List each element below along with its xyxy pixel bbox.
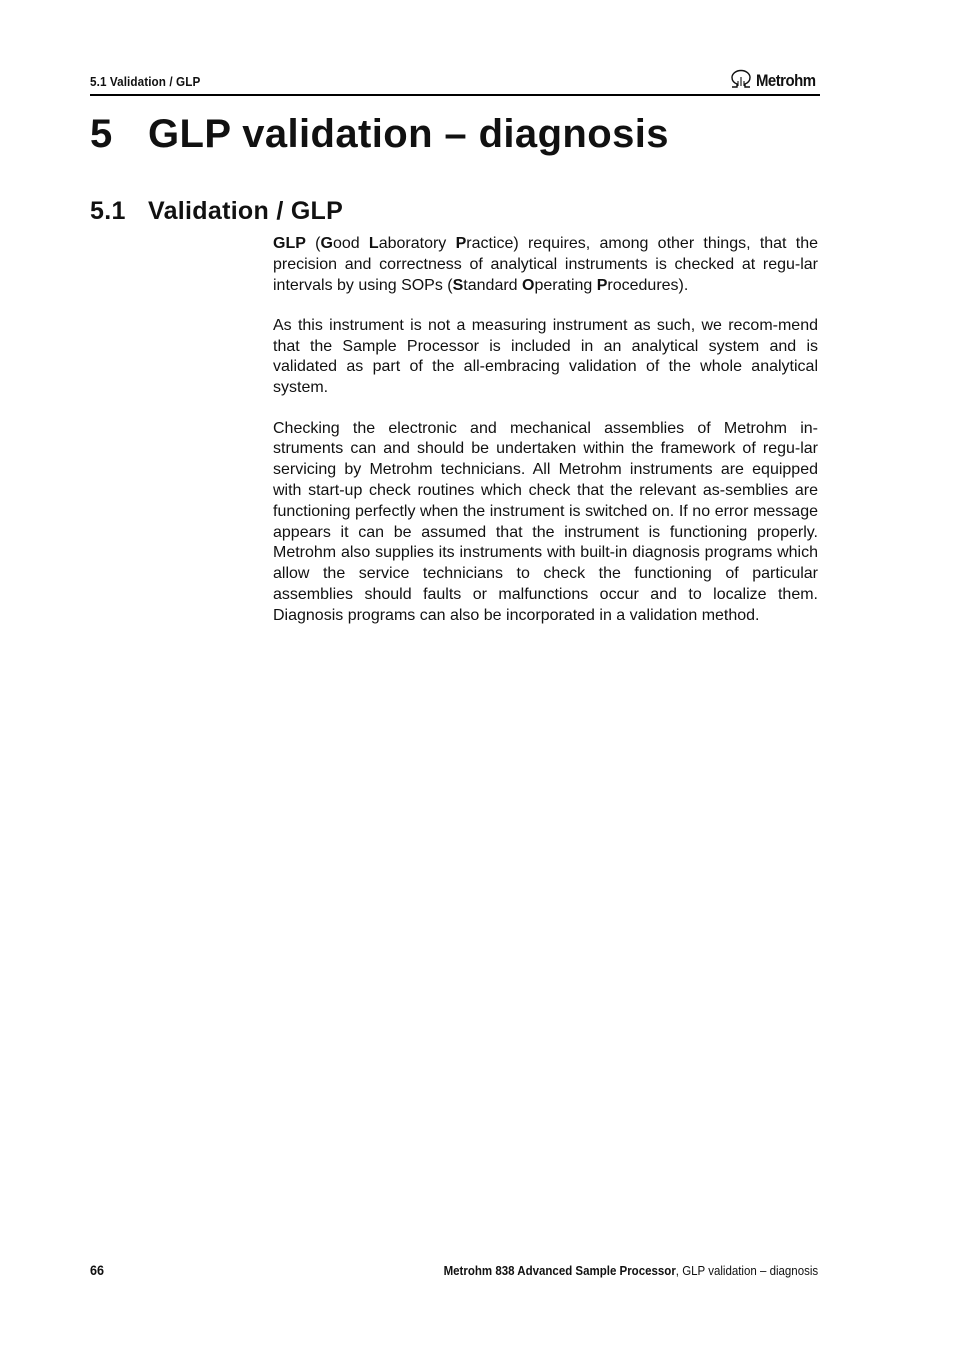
chapter-title-text: GLP validation – diagnosis [148,112,669,156]
page-number: 66 [90,1262,105,1278]
paragraph-validation: As this instrument is not a measuring instrument as such, we recom-mend that the Sample Processor is included in an analytical system and is validated as part of the all-embracing validation of the whole analytical system. [273,316,818,397]
page-header [90,66,820,96]
running-section-label: 5.1 Validation / GLP [90,74,201,89]
chapter-title [90,112,669,157]
body-text [273,234,818,627]
section-title-text: Validation / GLP [148,197,344,225]
footer-product-name: Metrohm 838 Advanced Sample Processor [443,1264,676,1278]
metrohm-logo [729,69,818,89]
section-title [90,197,343,226]
paragraph-glp-intro: GLP (Good Laboratory Practice) requires, among other things, that the precision and correctness of analytical instruments is checked at regu-lar intervals by using SOPs (Standard Operating Procedures). [273,235,819,294]
paragraph-checking: Checking the electronic and mechanical assemblies of Metrohm in-struments can and should be undertaken within the framework of regu-lar servicing by Metrohm technicians. All Metrohm instruments are equipped with start-up check routines which check that the relevant as-semblies are functioning perfectly when the instrument is switched on. If no error message appears it can be assumed that the instrument is functioning properly. Metrohm also supplies its instruments with built-in diagnosis programs which allow the service technicians to check the functioning of particular assemblies should faults or malfunctions occur and to localize them. Diagnosis programs can also be incorporated in a validation method. [273,419,818,624]
logo-wordmark: Metrohm [756,71,816,90]
section-number: 5.1 [90,197,126,225]
chapter-number: 5 [90,112,113,156]
footer-chapter-name: , GLP validation – diagnosis [675,1264,818,1278]
footer-document-title [443,1264,818,1278]
omega-icon [729,69,753,89]
